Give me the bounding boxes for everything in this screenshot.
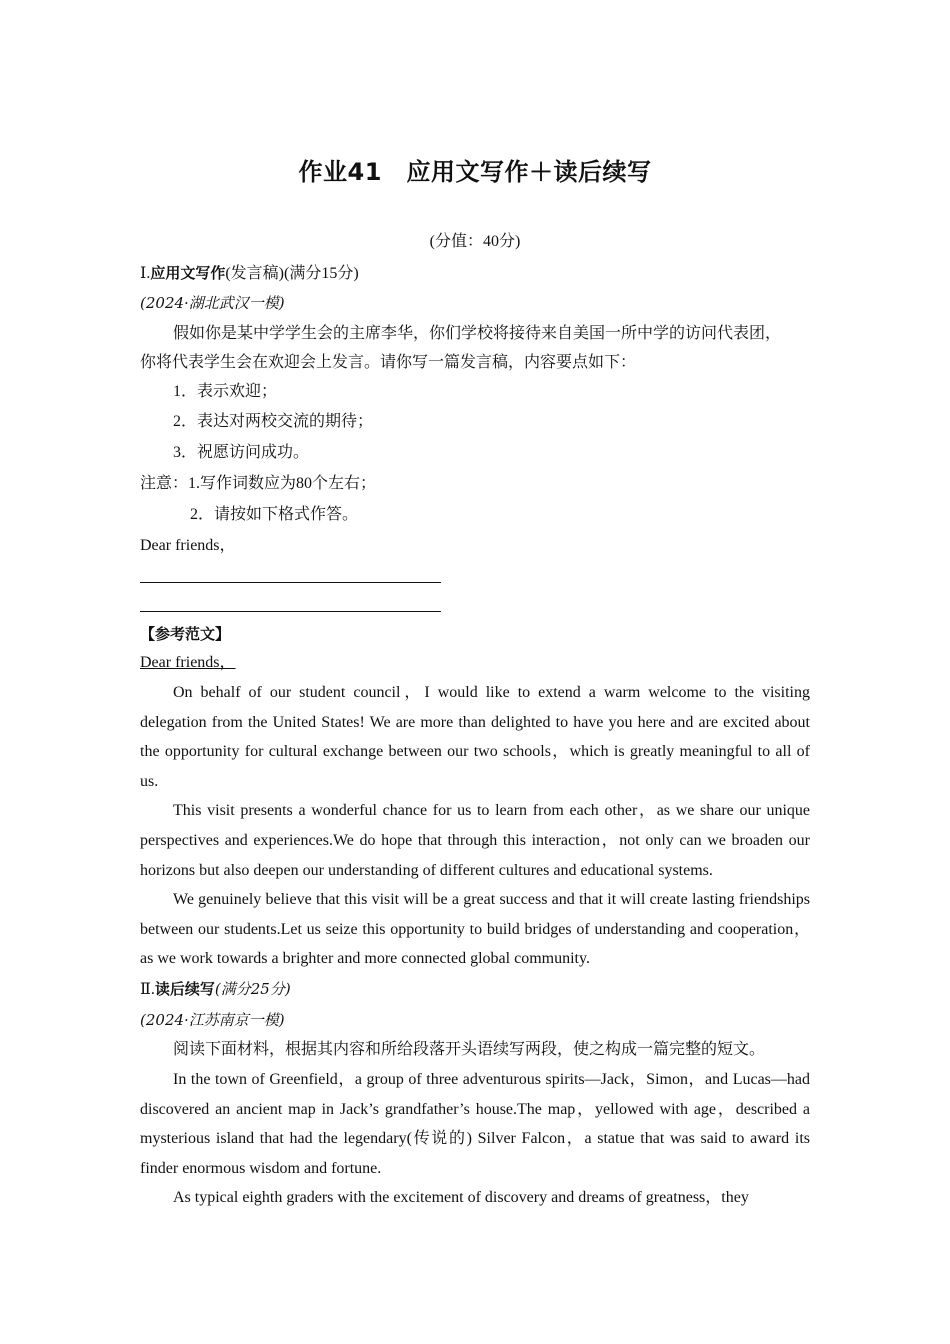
page-title: 作业41 应用文写作＋读后续写 [298, 158, 652, 186]
story-paragraph-2: As typical eighth graders with the excitement of discovery and dreams of greatness，they [173, 1189, 749, 1207]
score-line: (分值：40分) [429, 233, 521, 250]
part2-heading-num: Ⅱ. [140, 981, 155, 998]
part1-point-3: 3．祝愿访问成功。 [173, 444, 310, 461]
part1-heading-num: Ⅰ. [140, 265, 151, 282]
reference-paragraph-2: This visit presents a wonderful chance for us to learn from each other，as we share our unique perspectives and experiences.We do hope that through this interaction，not only can we broaden our horizons but also deepen our understanding of different cultures and educational systems. [140, 802, 810, 879]
part1-prompt-line1: 假如你是某中学学生会的主席李华，你们学校将接待来自美国一所中学的访问代表团， [173, 325, 782, 342]
reference-salutation: Dear friends， [140, 654, 236, 671]
part2-heading-label: 读后续写 [154, 980, 215, 998]
answer-blank-line-1 [140, 582, 441, 583]
part1-heading-label: 应用文写作 [150, 264, 226, 282]
reference-label: 【参考范文】 [140, 625, 231, 643]
answer-blank-line-2 [140, 611, 441, 612]
story-paragraph-1: In the town of Greenfield，a group of three adventurous spirits—Jack，Simon，and Lucas—had discovered an ancient map in Jack’s grandfather’s house.The map，yellowed with age，described a mysterious island that had the legendary(传说的) Silver Falcon，a statue that was said to award its finder enormous wisdom and fortune. [140, 1071, 810, 1177]
part1-heading-rest: (发言稿)(满分15分) [225, 265, 359, 282]
part1-point-1: 1．表示欢迎； [173, 383, 278, 400]
reference-paragraph-1: On behalf of our student council，I would like to extend a warm welcome to the visiting delegation from the United States! We are more than delighted to have you here and are excited about the opportunity for cultural exchange between our two schools，which is greatly meaningful to all of us. [140, 684, 810, 790]
part1-source: (2024·湖北武汉一模) [140, 294, 285, 312]
part2-source: (2024·江苏南京一模) [140, 1011, 285, 1029]
part1-heading [140, 263, 359, 284]
part1-note-1: 注意：1.写作词数应为80个左右； [140, 475, 377, 492]
part1-point-2: 2．表达对两校交流的期待； [173, 413, 374, 430]
part1-note-2: 2．请按如下格式作答。 [190, 506, 359, 523]
story-text [140, 1065, 810, 1213]
part2-heading [140, 979, 291, 1000]
reference-essay [140, 678, 810, 974]
part1-salutation: Dear friends， [140, 537, 236, 554]
part2-heading-rest: (满分25分) [214, 980, 291, 998]
part1-prompt-line2: 你将代表学生会在欢迎会上发言。请你写一篇发言稿，内容要点如下： [140, 354, 637, 371]
reference-paragraph-3: We genuinely believe that this visit will be a great success and that it will create lasting friendships between our students.Let us seize this opportunity to build bridges of understanding and cooperation，as we work towards a brighter and more connected global community. [140, 891, 810, 968]
part2-instruction: 阅读下面材料，根据其内容和所给段落开头语续写两段，使之构成一篇完整的短文。 [173, 1041, 766, 1058]
